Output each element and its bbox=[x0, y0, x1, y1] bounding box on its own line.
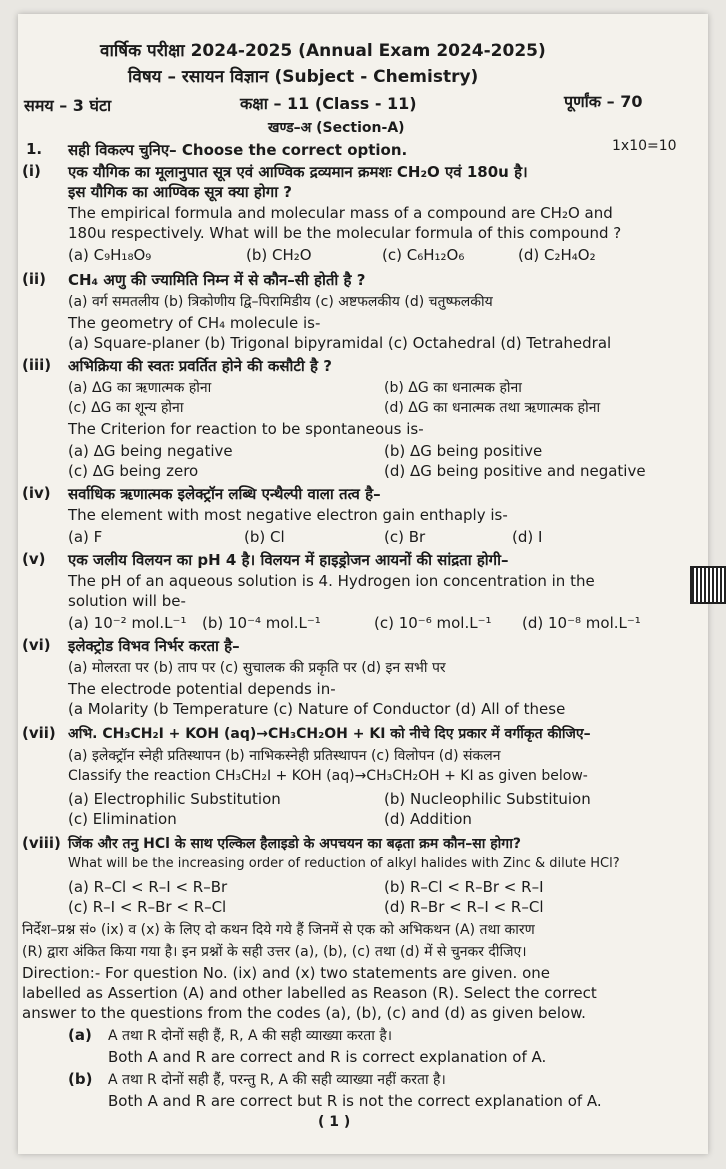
direction-english: Direction:- For question No. (ix) and (x) two statements are given. one bbox=[22, 964, 550, 982]
class-label: कक्षा – 11 (Class - 11) bbox=[240, 94, 417, 113]
q-english: Classify the reaction CH₃CH₂I + KOH (aq)→CH₃CH₂OH + KI as given below- bbox=[68, 768, 588, 784]
option: (b) R–Cl < R–Br < R–I bbox=[384, 878, 544, 896]
q-english: What will be the increasing order of reduction of alkyl halides with Zinc & dilute HCl? bbox=[68, 856, 620, 871]
direction-hindi: (R) द्वारा अंकित किया गया है। इन प्रश्नों के सही उत्तर (a), (b), (c) तथा (d) में से चुनकर दीजिए। bbox=[22, 944, 527, 960]
instruction-marks: 1x10=10 bbox=[612, 138, 677, 154]
direction-english: labelled as Assertion (A) and other labelled as Reason (R). Select the correct bbox=[22, 984, 597, 1002]
q-num: (vii) bbox=[22, 724, 56, 742]
instruction-text: सही विकल्प चुनिए– Choose the correct option. bbox=[68, 141, 408, 159]
option: (d) R–Br < R–I < R–Cl bbox=[384, 898, 544, 916]
q-num: (iv) bbox=[22, 484, 51, 502]
q-num: (vi) bbox=[22, 636, 51, 654]
code-english: Both A and R are correct and R is correct explanation of A. bbox=[108, 1048, 547, 1066]
option: (b) Cl bbox=[244, 528, 285, 546]
q-hindi: अभि. CH₃CH₂I + KOH (aq)→CH₃CH₂OH + KI को नीचे दिए प्रकार में वर्गीकृत कीजिए– bbox=[68, 726, 591, 742]
q-english: The empirical formula and molecular mass of a compound are CH₂O and bbox=[68, 204, 613, 222]
subject-line: विषय – रसायन विज्ञान (Subject - Chemistry) bbox=[128, 67, 479, 87]
q-english: The electrode potential depends in- bbox=[68, 680, 336, 698]
exam-paper bbox=[18, 14, 708, 1154]
code-label: (b) bbox=[68, 1070, 93, 1088]
q-hindi: इस यौगिक का आण्विक सूत्र क्या होगा ? bbox=[68, 183, 293, 201]
option: (c) ΔG being zero bbox=[68, 462, 199, 480]
q-num: (viii) bbox=[22, 834, 61, 852]
section-label: खण्ड–अ (Section-A) bbox=[268, 120, 405, 136]
code-hindi: A तथा R दोनों सही हैं, R, A की सही व्याख्या करता है। bbox=[108, 1028, 393, 1044]
q-english: solution will be- bbox=[68, 592, 186, 610]
qr-code bbox=[690, 566, 726, 604]
q-hindi: एक यौगिक का मूलानुपात सूत्र एवं आण्विक द्रव्यमान क्रमशः CH₂O एवं 180u है। bbox=[68, 163, 528, 181]
option: (b) Nucleophilic Substituion bbox=[384, 790, 591, 808]
direction-hindi: निर्देश–प्रश्न सं० (ix) व (x) के लिए दो कथन दिये गये हैं जिनमें से एक को अभिकथन (A) तथा कारण bbox=[22, 922, 535, 938]
option: (a) 10⁻² mol.L⁻¹ bbox=[68, 614, 187, 632]
option-line: (a) Square-planer (b) Trigonal bipyramidal (c) Octahedral (d) Tetrahedral bbox=[68, 334, 612, 352]
marks-label: पूर्णांक – 70 bbox=[564, 92, 643, 111]
q-english: The element with most negative electron gain enthaply is- bbox=[68, 506, 508, 524]
option: (c) Br bbox=[384, 528, 426, 546]
option: (a) F bbox=[68, 528, 103, 546]
code-english: Both A and R are correct but R is not the correct explanation of A. bbox=[108, 1092, 602, 1110]
q-english: 180u respectively. What will be the molecular formula of this compound ? bbox=[68, 224, 622, 242]
q-english: The Criterion for reaction to be spontaneous is- bbox=[68, 420, 424, 438]
option: (d) I bbox=[512, 528, 543, 546]
option: (d) 10⁻⁸ mol.L⁻¹ bbox=[522, 614, 641, 632]
option-line: (a Molarity (b Temperature (c) Nature of Conductor (d) All of these bbox=[68, 700, 566, 718]
direction-english: answer to the questions from the codes (a), (b), (c) and (d) as given below. bbox=[22, 1004, 586, 1022]
q-num: (v) bbox=[22, 550, 46, 568]
option: (d) Addition bbox=[384, 810, 472, 828]
option: (a) ΔG का ऋणात्मक होना bbox=[68, 380, 212, 396]
option: (d) ΔG का धनात्मक तथा ऋणात्मक होना bbox=[384, 400, 601, 416]
exam-title: वार्षिक परीक्षा 2024-2025 (Annual Exam 2024-2025) bbox=[100, 41, 546, 61]
option: (b) CH₂O bbox=[246, 246, 312, 264]
q-english: The pH of an aqueous solution is 4. Hydrogen ion concentration in the bbox=[68, 572, 595, 590]
question-number: 1. bbox=[26, 140, 43, 158]
q-hindi: अभिक्रिया की स्वतः प्रवर्तित होने की कसौटी है ? bbox=[68, 357, 332, 375]
q-num: (i) bbox=[22, 162, 41, 180]
q-hindi: सर्वाधिक ऋणात्मक इलेक्ट्रॉन लब्धि एन्थैल्पी वाला तत्व है– bbox=[68, 485, 381, 503]
option: (a) ΔG being negative bbox=[68, 442, 233, 460]
time-label: समय – 3 घंटा bbox=[24, 96, 112, 115]
option: (a) R–Cl < R–I < R–Br bbox=[68, 878, 228, 896]
option: (a) Electrophilic Substitution bbox=[68, 790, 281, 808]
code-label: (a) bbox=[68, 1026, 92, 1044]
q-num: (iii) bbox=[22, 356, 52, 374]
option-line: (a) मोलरता पर (b) ताप पर (c) सुचालक की प्रकृति पर (d) इन सभी पर bbox=[68, 660, 446, 676]
q-hindi: एक जलीय विलयन का pH 4 है। विलयन में हाइड्रोजन आयनों की सांद्रता होगी– bbox=[68, 551, 509, 569]
q-english: The geometry of CH₄ molecule is- bbox=[68, 314, 321, 332]
page-number: ( 1 ) bbox=[318, 1114, 351, 1130]
option: (c) Elimination bbox=[68, 810, 177, 828]
option: (b) 10⁻⁴ mol.L⁻¹ bbox=[202, 614, 321, 632]
option: (c) R–I < R–Br < R–Cl bbox=[68, 898, 227, 916]
option: (b) ΔG का धनात्मक होना bbox=[384, 380, 522, 396]
option: (d) C₂H₄O₂ bbox=[518, 246, 596, 264]
q-hindi: इलेक्ट्रोड विभव निर्भर करता है– bbox=[68, 637, 240, 655]
code-hindi: A तथा R दोनों सही हैं, परन्तु R, A की सही व्याख्या नहीं करता है। bbox=[108, 1072, 446, 1088]
q-num: (ii) bbox=[22, 270, 46, 288]
option: (c) ΔG का शून्य होना bbox=[68, 400, 184, 416]
option: (d) ΔG being positive and negative bbox=[384, 462, 646, 480]
option: (c) 10⁻⁶ mol.L⁻¹ bbox=[374, 614, 492, 632]
q-hindi: CH₄ अणु की ज्यामिति निम्न में से कौन–सी होती है ? bbox=[68, 271, 366, 289]
option-line: (a) वर्ग समतलीय (b) त्रिकोणीय द्वि–पिरामिडीय (c) अष्टफलकीय (d) चतुष्फलकीय bbox=[68, 294, 493, 310]
option-line: (a) इलेक्ट्रॉन स्नेही प्रतिस्थापन (b) नाभिकस्नेही प्रतिस्थापन (c) विलोपन (d) संकलन bbox=[68, 748, 501, 764]
option: (c) C₆H₁₂O₆ bbox=[382, 246, 465, 264]
option: (b) ΔG being positive bbox=[384, 442, 543, 460]
option: (a) C₉H₁₈O₉ bbox=[68, 246, 152, 264]
q-hindi: जिंक और तनु HCl के साथ एल्किल हैलाइडो के अपचयन का बढ़ता क्रम कौन–सा होगा? bbox=[68, 836, 521, 852]
